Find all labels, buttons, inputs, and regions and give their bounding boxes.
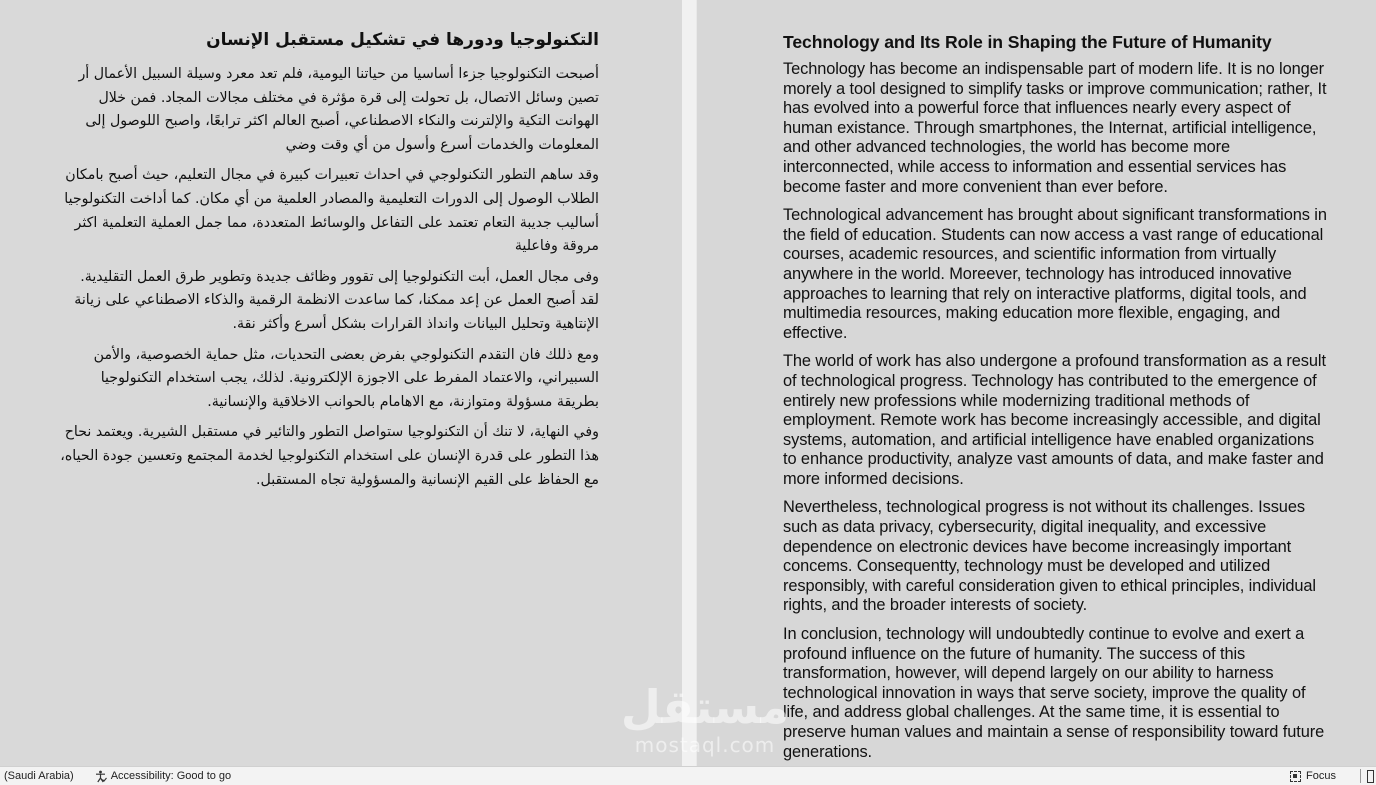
status-divider: [1360, 769, 1361, 783]
english-paragraph: Technological advancement has brought about significant transformations in the field of education. Students can now access a vast range of educational courses, academic resources, and scientific information from virtually anywhere in the world. Moreever, technology has introduced innovative approaches to learning that rely on interactive platforms, digital tools, and multimedia resources, making education more flexible, engaging, and effective.: [783, 206, 1327, 342]
page-separator: [682, 0, 697, 766]
english-paragraph: Nevertheless, technological progress is not without its challenges. Issues such as data privacy, cybersecurity, digital inequality, and excessive dependence on electronic devices have become increasingly important concems. Consequentty, technology must be developed and utilized responsibly, with careful consideration given to ethical principles, individual rights, and the broader interests of society.: [783, 498, 1316, 615]
english-text-block[interactable]: [783, 30, 1328, 766]
status-right-group: [1285, 767, 1376, 785]
focus-button[interactable]: [1285, 767, 1340, 785]
english-paragraph: Technology has become an indispensable part of modern life. It is no longer morely a tool designed to simplify tasks or improve communication; rather, It has evolved into a powerful force that influences nearly every aspect of human existance. Through smartphones, the Internat, artificial intelligence, and other advanced technologies, the world has become more interconnected, while access to information and essential services has become faster and more convenient than ever before.: [783, 60, 1327, 196]
arabic-paragraph: وقد ساهم التطور التكنولوجي في احداث تعبيرات كبيرة في مجال التعليم، حيث أصبح بامكان الطلاب الوصول إلى الدورات التعليمية والمصادر العلمية من أي مكان. كما أداخت التكنولوجيا أساليب جديبة التعام تعتمد على التفاعل والوسائط المتعددة، مما جمل العملية التعلمية اكثر مروقة وفاعلية: [64, 167, 599, 255]
page-view-icon[interactable]: [1367, 770, 1374, 783]
english-paragraph: In conclusion, technology will undoubtedly continue to evolve and exert a profound influence on the future of humanity. The success of this transformation, however, will depend largely on our ability to harness technological innovation in ways that serve society, improve the quality of life, and address global challenges. At the same time, it is essential to preserve human values and maintain a sense of responsibility toward future generations.: [783, 625, 1325, 761]
accessibility-status[interactable]: [90, 767, 235, 785]
watermark-ar: مستقل: [620, 680, 790, 734]
arabic-text-block[interactable]: [58, 28, 599, 499]
focus-label: Focus: [1306, 770, 1336, 782]
arabic-paragraph: أصبحت التكنولوجيا جزءا أساسيا من حياتنا اليومية، فلم تعد معرد وسيلة السبيل الأعمال أر تصين وسائل الاتصال، بل تحولت إلى قرة مؤثرة في مختلف مجالات المجاد. فمن خلال الهوانت التكية والإلترنت والنكاء الاصطناعي، أصبح العالم اكثر ترابعًا، واصبح اللوصول إلى المعلومات والخدمات أسرع وأسول من أي وقت وضي: [78, 66, 599, 153]
accessibility-icon: [94, 770, 107, 783]
accessibility-label: Accessibility: Good to go: [110, 770, 232, 782]
arabic-paragraph: وفي النهاية، لا تنك أن التكنولوجيا ستواصل التطور والتائير في مستقبل الشيرية. ويعتمد نحاح هذا التطور على قدرة الإنسان على استخدام التكنولوجيا لخدمة المجتمع وتعسين جودة الحياه، مع الحفاظ على القيم الإنسانية والمسؤولية تجاه المستقبل.: [60, 424, 599, 488]
status-bar: [0, 766, 1376, 785]
language-status[interactable]: (Saudi Arabia): [4, 770, 74, 782]
watermark-en: mostaql.com: [634, 733, 776, 757]
arabic-paragraph: ومع ذللك فان التقدم التكنولوجي بفرض بعضى التحديات، مثل حماية الخصوصية، والأمن السبيراني، والاعتماد المفرط على الاجوزة الإلكترونية. لذلك، يجب استخدام التكنولوجيا بطريقة مسؤولة ومتوازنة، مع الاهامام بالحوانب الاخلاقية والإنسانية.: [93, 346, 599, 410]
arabic-paragraph: وفى مجال العمل، أبت التكنولوجيا إلى تقوور وظائف جديدة وتطوير طرق العمل التقليدية. لقد أصبح العمل عن إعد ممكنا، كما ساعدت الانظمة الرقمية والذكاء الاصطناعي على زيانة الإنتاهية وتحليل البيانات وانداذ القرارات بشكل أسرع وأكثر نقة.: [74, 268, 599, 332]
english-paragraph: The world of work has also undergone a profound transformation as a result of technological progress. Technology has contributed to the emergence of entirely new professions while modernizing traditional methods of employment. Remote work has become increasingly accessible, and digital systems, automation, and artificial intelligence have enabled organizations to enhance productivity, analyze vast amounts of data, and make faster and more informed decisions.: [783, 352, 1326, 488]
english-title: Technology and Its Role in Shaping the Future of Humanity: [783, 32, 1272, 52]
focus-icon: [1289, 770, 1302, 783]
arabic-title: التكنولوجيا ودورها في تشكيل مستقبل الإنسان: [206, 30, 599, 50]
